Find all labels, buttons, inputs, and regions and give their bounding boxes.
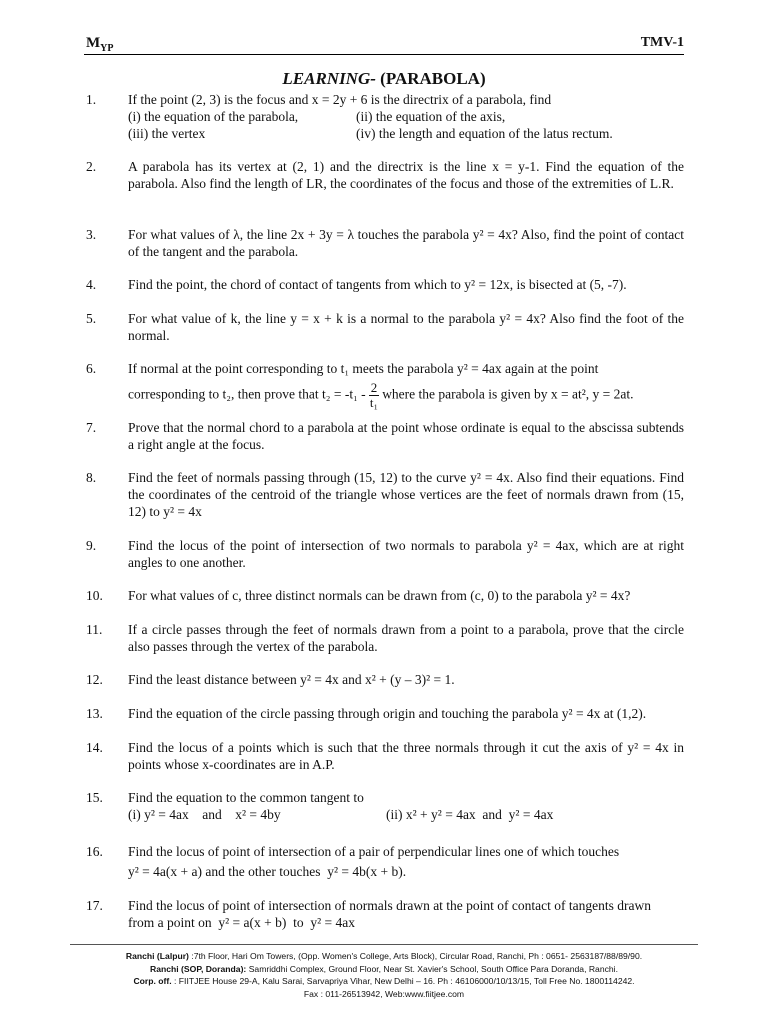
question-text: Find the feet of normals passing through (15, 12) to the curve y² = 4x. Also find their equations. Find the coordinates of the centroid of the triangle whose vertices are the feet of normals drawn from (15, 12) to y² = 4x [128,470,684,519]
footer-line-1 [0,950,768,963]
question-part: (iii) the vertex [128,126,206,141]
footer-text: :7th Floor, Hari Om Towers, (Opp. Women's College, Arts Block), Circular Road, Ranchi, Ph : 0651- 2563187/88/89/90. [188,951,643,961]
question-text: For what values of c, three distinct normals can be drawn from (c, 0) to the parabola y² = 4x? [128,588,631,603]
page-title [0,69,768,89]
question-6 [86,360,684,410]
footer-line-4: Fax : 011-26513942, Web:www.fiitjee.com [303,988,465,999]
footer-text: : FIITJEE House 29-A, Kalu Sarai, Sarvapriya Vihar, New Delhi – 16. Ph : 46106000/10/13/15, Toll Free No. 1800114242. [171,976,635,986]
question-text: If normal at the point corresponding to t₁ meets the parabola y² = 4ax again at the point [128,361,599,376]
question-text: Find the locus of a points which is such that the three normals through it cut the axis of y² = 4x in points whose x-coordinates are in A.P. [128,740,684,772]
question-number: 4. [86,277,97,292]
question-text-line2 [128,381,684,410]
question-text: If a circle passes through the feet of normals drawn from a point to a parabola, prove that the circle also passes through the vertex of the parabola. [128,622,684,654]
question-text: Find the locus of point of intersection of a pair of perpendicular lines one of which touches [128,844,620,859]
question-number: 5. [86,311,97,326]
question-17 [86,897,684,931]
question-number: 15. [86,790,103,805]
question-2 [86,158,684,192]
question-text: Find the locus of point of intersection of normals drawn at the point of contact of tangents drawn [128,898,651,913]
question-number: 3. [86,227,97,242]
question-text: A parabola has its vertex at (2, 1) and the directrix is the line x = y-1. Find the equation of the parabola. Also find the length of LR, the coordinates of the focus and those of the extremities of L.R. [128,159,684,191]
footer-line-3 [0,975,768,988]
question-text: If the point (2, 3) is the focus and x = 2y + 6 is the directrix of a parabola, find [128,92,552,107]
question-number: 8. [86,470,97,485]
question-text: Find the least distance between y² = 4x and x² + (y – 3)² = 1. [128,672,455,687]
question-number: 14. [86,740,103,755]
question-text: corresponding to t₂, then prove that t₂ = -t₁ - [128,386,366,402]
footer-label: Ranchi (SOP, Doranda): [150,963,247,974]
footer-text: Samriddhi Complex, Ground Floor, Near St. Xavier's School, South Office Para Doranda, Ranchi. [246,963,618,974]
header-code: TMV-1 [640,35,684,50]
question-number: 10. [86,588,103,603]
header-rule [84,54,684,55]
question-number: 13. [86,706,103,721]
question-1 [86,91,684,142]
footer-rule [70,944,698,945]
title-bold: (PARABOLA) [375,69,486,88]
question-text: Find the point, the chord of contact of tangents from which to y² = 12x, is bisected at (5, -7). [128,277,627,292]
question-part: (ii) the equation of the axis, [356,109,506,124]
question-13 [86,705,684,722]
question-text: For what value of k, the line y = x + k is a normal to the parabola y² = 4x? Also find the foot of the normal. [128,311,684,343]
question-text: Prove that the normal chord to a parabola at the point whose ordinate is equal to the abscissa subtends a right angle at the focus. [128,420,684,452]
question-text: Find the equation to the common tangent to [128,790,364,805]
question-14 [86,739,684,773]
question-7 [86,419,684,453]
question-number: 7. [86,420,97,435]
question-15 [86,789,684,823]
question-3 [86,226,684,260]
question-number: 1. [86,92,97,107]
header-brand-sub: YP [100,43,114,54]
question-number: 17. [86,898,103,913]
fraction-numerator: 2 [370,380,378,395]
question-text: Find the equation of the circle passing through origin and touching the parabola y² = 4x at (1,2). [128,706,647,721]
question-12 [86,671,684,688]
question-part: (ii) x² + y² = 4ax and y² = 4ax [386,807,554,822]
title-italic: LEARNING- [282,69,376,88]
question-number: 16. [86,844,103,859]
question-8 [86,469,684,520]
question-part: (i) the equation of the parabola, [128,109,299,124]
question-number: 2. [86,159,97,174]
header-brand-main: M [86,35,101,51]
question-text: For what values of λ, the line 2x + 3y = λ touches the parabola y² = 4x? Also, find the point of contact of the tangent and the parabola. [128,227,684,259]
question-number: 9. [86,538,97,553]
question-part: (iv) the length and equation of the latus rectum. [356,126,613,141]
question-text: from a point on y² = a(x + b) to y² = 4ax [128,915,356,930]
fraction [369,381,380,410]
question-16 [86,843,684,880]
header-brand [86,35,114,54]
question-number: 12. [86,672,103,687]
question-9 [86,537,684,571]
question-text: where the parabola is given by x = at², y = 2at. [382,386,634,402]
fraction-denominator: t₁ [369,395,379,410]
question-4 [86,276,684,293]
question-5 [86,310,684,344]
footer-label: Corp. off. [133,976,172,986]
question-number: 6. [86,361,97,376]
question-number: 11. [86,622,103,637]
question-10 [86,587,684,604]
question-part: (i) y² = 4ax and x² = 4by [128,807,281,822]
footer [0,950,768,1000]
footer-label: Ranchi (Lalpur) [125,951,189,961]
question-text: y² = 4a(x + a) and the other touches y² = 4b(x + b). [128,864,407,879]
question-11 [86,621,684,655]
footer-line-2 [0,963,768,976]
question-text: Find the locus of the point of intersection of two normals to parabola y² = 4ax, which are at right angles to one another. [128,538,684,570]
